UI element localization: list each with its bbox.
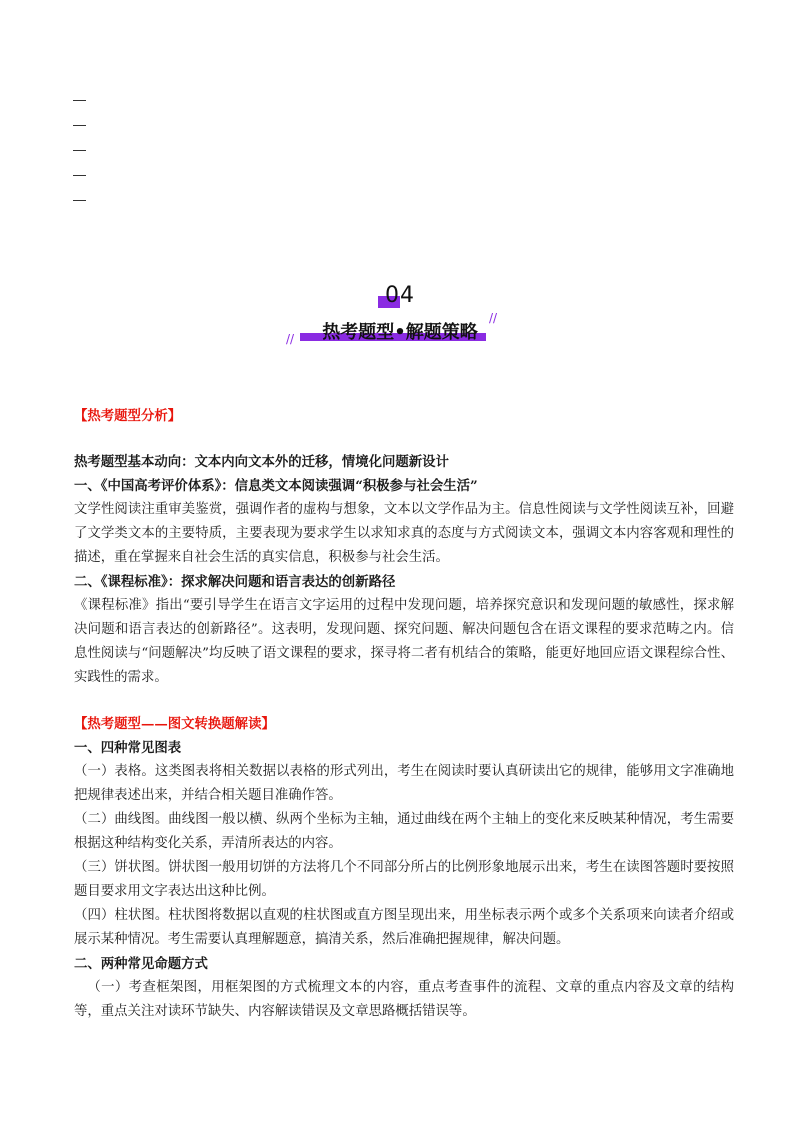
chapter-number: 04 [385, 283, 415, 308]
deco-slash-left: // [286, 332, 295, 346]
point1-body: 文学性阅读注重审美鉴赏，强调作者的虚构与想象，文本以文学作品为主。信息性阅读与文学性阅读互补，回避了文学类文本的主要特质，主要表现为要求学生以求知求真的态度与方式阅读文本，强调文本内容客观和理性的描述，重在掌握来自社会生活的真实信息，积极参与社会生活。 [74, 502, 734, 565]
chapter-title: 热考题型•解题策略 [322, 322, 478, 343]
chart-type-pie: （三）饼状图。饼状图一般用切饼的方法将几个不同部分所占的比例形象地展示出来，考生在读图答题时要按照题目要求用文字表达出这种比例。 [74, 860, 734, 899]
part2-title: 二、两种常见命题方式 [74, 956, 208, 972]
chart-type-curve: （二）曲线图。曲线图一般以横、纵两个坐标为主轴，通过曲线在两个主轴上的变化来反映某种情况，考生需要根据这种结构变化关系，弄清所表达的内容。 [74, 812, 734, 851]
chart-type-bar: （四）柱状图。柱状图将数据以直观的柱状图或直方图呈现出来，用坐标表示两个或多个关系项来向读者介绍或展示某种情况。考生需要认真理解题意，搞清关系，然后准确把握规律，解决问题。 [74, 908, 734, 947]
question-type-framework: （一）考查框架图，用框架图的方式梳理文本的内容，重点考查事件的流程、文章的重点内容及文章的结构等，重点关注对读环节缺失、内容解读错误及文章思路概括错误等。 [74, 980, 734, 1019]
section-subtitle: 热考题型基本动向：文本内向文本外的迁移，情境化问题新设计 [74, 454, 449, 470]
chapter-banner [0, 283, 800, 353]
part1-title: 一、四种常见图表 [74, 740, 182, 756]
document-body [74, 404, 734, 1024]
section-header-chart-conversion: 【热考题型——图文转换题解读】 [74, 716, 275, 732]
dash-mark [73, 150, 86, 151]
top-dash-list [73, 100, 86, 225]
dash-mark [73, 100, 86, 101]
dash-mark [73, 175, 86, 176]
deco-slash-right: // [489, 311, 498, 325]
dash-mark [73, 200, 86, 201]
point2-body: 《课程标准》指出“要引导学生在语言文字运用的过程中发现问题，培养探究意识和发现问题的敏感性，探求解决问题和语言表达的创新路径”。这表明，发现问题、探究问题、解决问题包含在语文课程的要求范畴之内。信息性阅读与“问题解决”均反映了语文课程的要求，探寻将二者有机结合的策略，能更好地回应语文课程综合性、实践性的需求。 [74, 598, 734, 685]
chart-type-table: （一）表格。这类图表将相关数据以表格的形式列出，考生在阅读时要认真研读出它的规律，能够用文字准确地把规律表述出来，并结合相关题目准确作答。 [74, 764, 734, 803]
section-header-analysis: 【热考题型分析】 [74, 408, 182, 424]
dash-mark [73, 125, 86, 126]
point2-title: 二、《课程标准》：探求解决问题和语言表达的创新路径 [74, 574, 396, 590]
point1-title: 一、《中国高考评价体系》：信息类文本阅读强调“积极参与社会生活” [74, 478, 478, 494]
